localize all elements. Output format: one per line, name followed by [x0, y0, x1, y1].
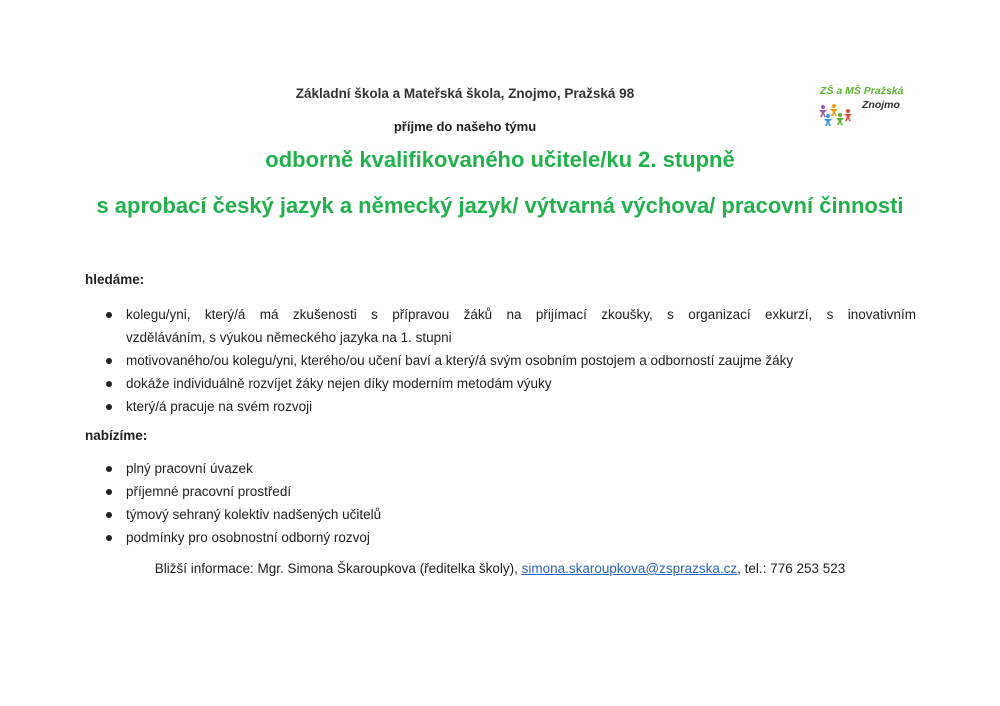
- list-item: [106, 349, 916, 372]
- logo-text-town: Znojmo: [862, 99, 900, 111]
- list-item-text: který/á pracuje na svém rozvoji: [126, 399, 313, 414]
- list-item-text: týmový sehraný kolektiv nadšených učitelů: [126, 507, 382, 522]
- contact-info: [0, 561, 1000, 576]
- list-item: [106, 526, 916, 549]
- list-item: [106, 503, 916, 526]
- bullet-icon: [106, 381, 112, 387]
- headline-position: odborně kvalifikovaného učitele/ku 2. stupně: [265, 147, 735, 172]
- bullet-icon: [106, 489, 112, 495]
- list-item-text: podmínky pro osobnostní odborný rozvoj: [126, 530, 370, 545]
- subline: příjme do našeho týmu: [393, 119, 537, 134]
- contact-phone: , tel.: 776 253 523: [737, 561, 846, 576]
- list-item-text: dokáže individuálně rozvíjet žáky nejen díky moderním metodám výuky: [126, 376, 552, 391]
- logo-text-school: ZŠ a MŠ Pražská: [820, 85, 904, 97]
- bullet-icon: [106, 358, 112, 364]
- children-figures-icon: [818, 101, 862, 127]
- list-item: [106, 395, 916, 418]
- list-item: [106, 457, 916, 480]
- email-link[interactable]: simona.skaroupkova@zsprazska.cz: [521, 561, 738, 576]
- list-item-text: vzděláváním, s výukou německého jazyka na 1. stupni: [126, 330, 452, 345]
- seeking-label: hledáme:: [85, 272, 145, 287]
- headline-qualification: s aprobací český jazyk a německý jazyk/ výtvarná výchova/ pracovní činnosti: [96, 193, 904, 218]
- bullet-icon: [106, 312, 112, 318]
- contact-prefix: Bližší informace: Mgr. Simona Škaroupkova (ředitelka školy),: [154, 561, 522, 576]
- offering-label: nabízíme:: [85, 428, 148, 443]
- list-item: [106, 480, 916, 503]
- bullet-icon: [106, 466, 112, 472]
- school-logo: [818, 85, 918, 129]
- school-name: Základní škola a Mateřská škola, Znojmo, Pražská 98: [295, 86, 635, 101]
- list-item: [106, 303, 916, 349]
- list-item-text: plný pracovní úvazek: [126, 461, 253, 476]
- seeking-list: [106, 303, 916, 418]
- bullet-icon: [106, 404, 112, 410]
- offering-list: [106, 457, 916, 549]
- list-item-text: příjemné pracovní prostředí: [126, 484, 292, 499]
- list-item-text: kolegu/yni, který/á má zkušenosti s přípravou žáků na přijímací zkoušky, s organizací exkurzí, s inovativním: [126, 307, 916, 322]
- list-item: [106, 372, 916, 395]
- bullet-icon: [106, 535, 112, 541]
- list-item-text: motivovaného/ou kolegu/yni, kterého/ou učení baví a který/á svým osobním postojem a odborností zaujme žáky: [126, 353, 794, 368]
- bullet-icon: [106, 512, 112, 518]
